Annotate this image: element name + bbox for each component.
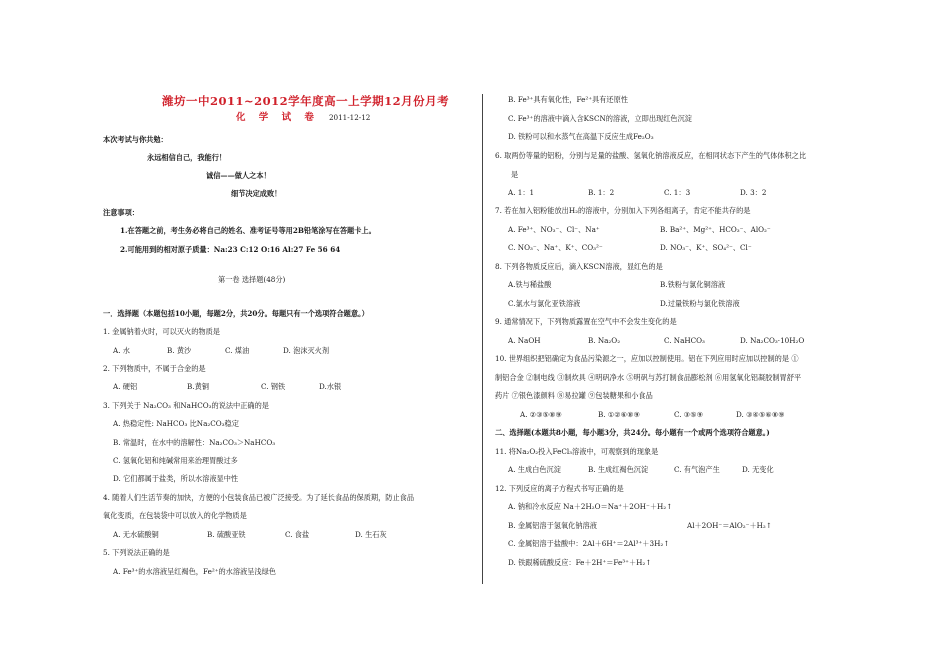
option: C. ③⑤⑨ <box>674 410 704 419</box>
option: D. 3：2 <box>740 188 767 197</box>
option: C. NO₃⁻、Na⁺、K⁺、CO₃²⁻ <box>508 243 603 252</box>
option: A. 水 <box>113 346 130 355</box>
question-3-option-c: C. 氢氧化铝和纯碱常用来治理胃酸过多 <box>113 456 238 465</box>
question-12-option-a: A. 钠和冷水反应 Na＋2H₂O＝Na⁺＋2OH⁻＋H₂↑ <box>508 502 673 511</box>
option: B. 硫酸亚铁 <box>207 530 246 539</box>
note-2: 2.可能用到的相对原子质量：Na:23 C:12 O:16 Al:27 Fe 56 64 <box>120 245 341 254</box>
question-7: 7. 若在加入铝粉能放出H₂的溶液中，分别加入下列各组离子，肯定不能共存的是 <box>495 206 751 215</box>
question-11-options <box>508 465 774 475</box>
question-2: 2. 下列物质中，不属于合金的是 <box>103 364 206 373</box>
question-3-option-d: D. 它们都属于盐类，所以水溶液显中性 <box>113 474 239 483</box>
option: D.过量铁粉与氯化铁溶液 <box>660 299 740 308</box>
option: D. 泡沫灭火剂 <box>283 346 330 355</box>
question-8: 8. 下列各物质反应后，滴入KSCN溶液，显红色的是 <box>495 262 663 271</box>
option: C. 有气泡产生 <box>674 465 720 474</box>
question-1-options <box>113 346 329 356</box>
question-5-option-b: B. Fe³⁺具有氧化性，Fe²⁺具有还原性 <box>508 95 628 104</box>
question-5-option-a: A. Fe³⁺的水溶液呈红褐色，Fe²⁺的水溶液呈浅绿色 <box>113 567 276 576</box>
motto-1: 永远相信自己，我能行！ <box>147 153 227 162</box>
question-4-options <box>113 530 387 540</box>
option: A. 生成白色沉淀 <box>508 465 561 474</box>
question-7-options-cd <box>508 243 752 253</box>
exam-title: 潍坊一中2011~2012学年度高一上学期12月份月考 <box>162 94 450 108</box>
option: B. 黄沙 <box>167 346 192 355</box>
option: C.氯水与氯化亚铁溶液 <box>508 299 581 308</box>
question-6-options <box>508 188 766 198</box>
option: B. Ba²⁺、Mg²⁺、HCO₃⁻、AlO₂⁻ <box>660 225 771 234</box>
option: B. 1：2 <box>588 188 615 197</box>
question-8-options-ab <box>508 280 725 290</box>
option: B. ①②⑥⑧⑨ <box>598 410 641 419</box>
option: A. 硬铝 <box>113 382 138 391</box>
option: A. 无水硫酸铜 <box>113 530 159 539</box>
option: D. 无变化 <box>742 465 774 474</box>
option: C. 煤油 <box>225 346 250 355</box>
option: A. ②③⑤⑧⑨ <box>520 410 562 419</box>
question-7-options-ab <box>508 225 771 235</box>
option: A. NaOH <box>508 336 541 345</box>
question-10-cont-2: 药片 ⑦银色漆颜料 ⑧易拉罐 ⑨包装糖果和小食品 <box>495 391 653 400</box>
question-4: 4. 随着人们生活节奏的加快，方便的小包装食品已被广泛接受。为了延长食品的保质期，防止食品 <box>103 493 415 502</box>
option: D. 生石灰 <box>355 530 387 539</box>
option: D.水银 <box>319 382 342 391</box>
option: C. 1：3 <box>664 188 691 197</box>
note-1: 1.在答题之前，考生务必将自己的姓名、准考证号等用2B铅笔涂写在答题卡上。 <box>120 226 376 235</box>
intro-heading: 本次考试与你共勉： <box>103 135 168 144</box>
right-column <box>482 0 950 672</box>
option: D. Na₂CO₃·10H₂O <box>740 336 805 345</box>
question-10: 10. 世界组织把铝确定为食品污染源之一，应加以控制使用。铝在下列应用时应加以控制的是 ① <box>495 354 799 363</box>
option: B. Na₂O₂ <box>588 336 621 345</box>
question-6: 6. 取两份等量的铝粉，分别与足量的盐酸、氢氧化钠溶液反应，在相同状态下产生的气体体积之比 <box>495 151 807 160</box>
question-9-options <box>508 336 804 346</box>
notes-heading: 注意事项： <box>103 208 139 217</box>
question-2-options <box>113 382 341 392</box>
option: A. Fe³⁺、NO₃⁻、Cl⁻、Na⁺ <box>508 225 600 234</box>
option: A. 1：1 <box>508 188 535 197</box>
exam-subtitle <box>236 112 370 124</box>
question-3-option-b: B. 常温时，在水中的溶解性：Na₂CO₃＞NaHCO₃ <box>113 438 276 447</box>
option: D. NO₃⁻、K⁺、SO₄²⁻、Cl⁻ <box>660 243 752 252</box>
option: D. ③④⑤⑥⑧⑨ <box>736 410 785 419</box>
question-3-option-a: A. 热稳定性: NaHCO₃ 比Na₂CO₃稳定 <box>113 419 239 428</box>
question-5-option-c: C. Fe³⁺的溶液中滴入含KSCN的溶液，立即出现红色沉淀 <box>508 114 692 123</box>
subject-label: 化 学 试 卷 <box>236 112 319 123</box>
option: B.铁粉与氯化铜溶液 <box>660 280 726 289</box>
question-10-options <box>520 410 785 420</box>
motto-2: 诚信——做人之本！ <box>206 171 271 180</box>
option: C. 钢铁 <box>261 382 286 391</box>
question-4-cont: 氧化变质，在包装袋中可以放入的化学物质是 <box>103 511 247 520</box>
section-2-heading: 二、选择题(本题共8小题，每小题3分，共24分。每小题有一个或两个选项符合题意。) <box>495 428 770 437</box>
option: C. NaHCO₃ <box>664 336 705 345</box>
question-12-option-b-equation: Al＋2OH⁻＝AlO₂⁻＋H₂↑ <box>687 521 772 530</box>
option: B.黄铜 <box>187 382 209 391</box>
question-5-option-d: D. 铁粉可以和水蒸气在高温下反应生成Fe₂O₃ <box>508 132 654 141</box>
question-11: 11. 将Na₂O₂投入FeCl₃溶液中，可观察到的现象是 <box>495 447 659 456</box>
question-8-options-cd <box>508 299 740 309</box>
question-12-option-c: C. 金属铝溶于盐酸中：2Al＋6H⁺＝2Al³⁺＋3H₂↑ <box>508 539 670 548</box>
question-6-cont: 是 <box>511 170 519 179</box>
question-5: 5. 下列说法正确的是 <box>103 548 170 557</box>
option: A.铁与稀盐酸 <box>508 280 552 289</box>
exam-date: 2011-12-12 <box>328 113 371 122</box>
question-12-option-b: B. 金属铝溶于氢氧化钠溶液 <box>508 521 597 530</box>
option: C. 食盐 <box>285 530 310 539</box>
section-1-heading: 一．选择题（本题包括10小题，每题2分，共20分。每题只有一个选项符合题意。） <box>103 309 369 318</box>
option: B. 生成红褐色沉淀 <box>588 465 649 474</box>
question-3: 3. 下列关于 Na₂CO₃ 和NaHCO₃的说法中正确的是 <box>103 401 269 410</box>
question-10-cont-1: 制铝合金 ②制电线 ③制炊具 ④明矾净水 ⑤明矾与苏打制食品膨松剂 ⑥用氢氧化铝凝胶制胃舒平 <box>495 373 802 382</box>
part1-heading: 第一卷 选择题(48分) <box>218 275 286 284</box>
question-12: 12. 下列反应的离子方程式书写正确的是 <box>495 484 624 493</box>
question-12-option-d: D. 铁跟稀硫酸反应：Fe＋2H⁺＝Fe³⁺＋H₂↑ <box>508 558 652 567</box>
question-9: 9. 通常情况下，下列物质露置在空气中不会发生变化的是 <box>495 317 677 326</box>
motto-3: 细节决定成败！ <box>231 189 282 198</box>
question-1: 1. 金属钠着火时，可以灭火的物质是 <box>103 327 220 336</box>
